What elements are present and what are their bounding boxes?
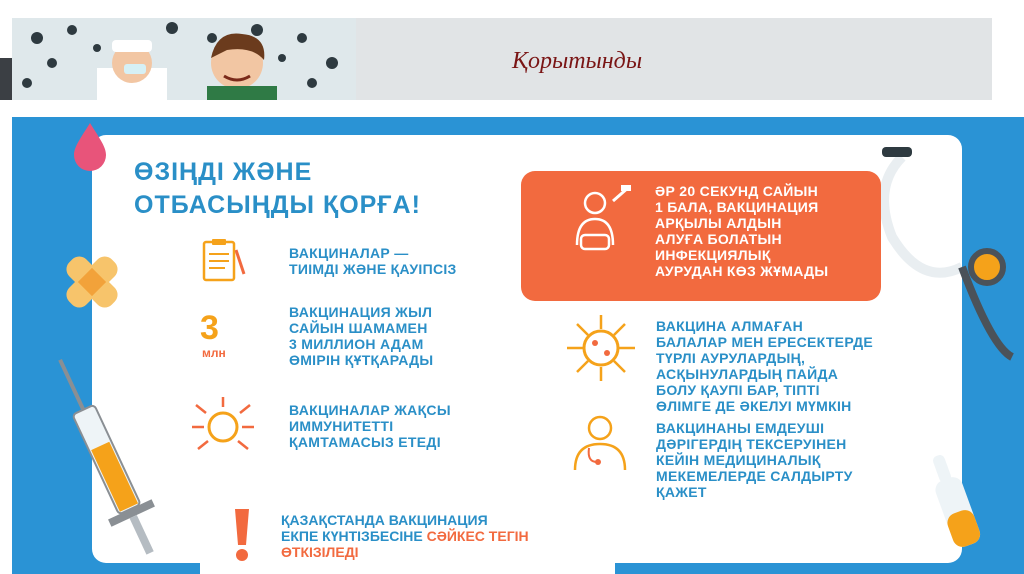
left-item-3-text: ВАКЦИНАЛАР ЖАҚСЫ ИММУНИТЕТТІ ҚАМТАМАСЫЗ ЕТЕДІ [289,402,451,450]
bottom-note-text [281,512,529,560]
left-item-2-text: ВАКЦИНАЦИЯ ЖЫЛ САЙЫН ШАМАМЕН 3 МИЛЛИОН АДАМ ӨМІРІН ҚҰТҚАРАДЫ [289,304,434,368]
bottom-note-line-2 [281,528,529,544]
bottom-note-line-2b: СӘЙКЕС ТЕГІН [426,528,529,544]
immunity-icon [188,395,258,455]
orange-box-text: ӘР 20 СЕКУНД САЙЫН 1 БАЛА, ВАКЦИНАЦИЯ АРҚЫЛЫ АЛДЫН АЛУҒА БОЛАТЫН ИНФЕКЦИЯЛЫҚ АУРУДАН КӨЗ ЖҰМАДЫ [655,183,829,279]
bottom-note-line-2a: ЕКПЕ КҮНТІЗБЕСІНЕ [281,528,427,544]
three-million-unit: млн [202,346,226,360]
left-item-1-text: ВАКЦИНАЛАР — ТИІМДІ ЖӘНЕ ҚАУІПСІЗ [289,245,457,277]
doctor-icon [567,412,633,472]
right-item-2-text: ВАКЦИНАНЫ ЕМДЕУШІ ДӘРІГЕРДІҢ ТЕКСЕРУІНЕН КЕЙІН МЕДИЦИНАЛЫҚ МЕКЕМЕЛЕРДЕ САЛДЫРТУ ҚАЖЕТ [656,420,853,500]
stethoscope-icon [862,147,1024,377]
headline-line-2: ОТБАСЫҢДЫ ҚОРҒА! [134,191,421,219]
bottom-note-line-1: ҚАЗАҚСТАНДА ВАКЦИНАЦИЯ [281,512,488,528]
bottom-note-line-3: ӨТКІЗІЛЕДІ [281,544,359,560]
blood-drop-icon [70,121,110,171]
syringe-icon [52,347,172,567]
right-item-1-text: ВАКЦИНА АЛМАҒАН БАЛАЛАР МЕН ЕРЕСЕКТЕРДЕ ТҮРЛІ АУРУЛАРДЫҢ, АСҚЫНУЛАРДЫҢ ПАЙДА БОЛУ ҚАУПІ БАР, ТІПТІ ӨЛІМГЕ ДЕ ӘКЕЛУІ МҮМКІН [656,318,873,414]
clipboard-icon [198,238,248,282]
bandage-icon [52,242,132,322]
infographic-headline [134,156,421,222]
virus-icon [563,313,639,383]
ampoule-icon [912,447,1002,567]
three-million-number: 3 [200,309,219,347]
child-vaccination-icon [565,183,637,263]
headline-line-1: ӨЗІҢДІ ЖӘНЕ [134,158,313,186]
slide-title: Қорытынды [512,48,643,74]
exclamation-icon [229,507,255,563]
header-photo [12,18,356,100]
slide-edge-marker [0,58,12,100]
